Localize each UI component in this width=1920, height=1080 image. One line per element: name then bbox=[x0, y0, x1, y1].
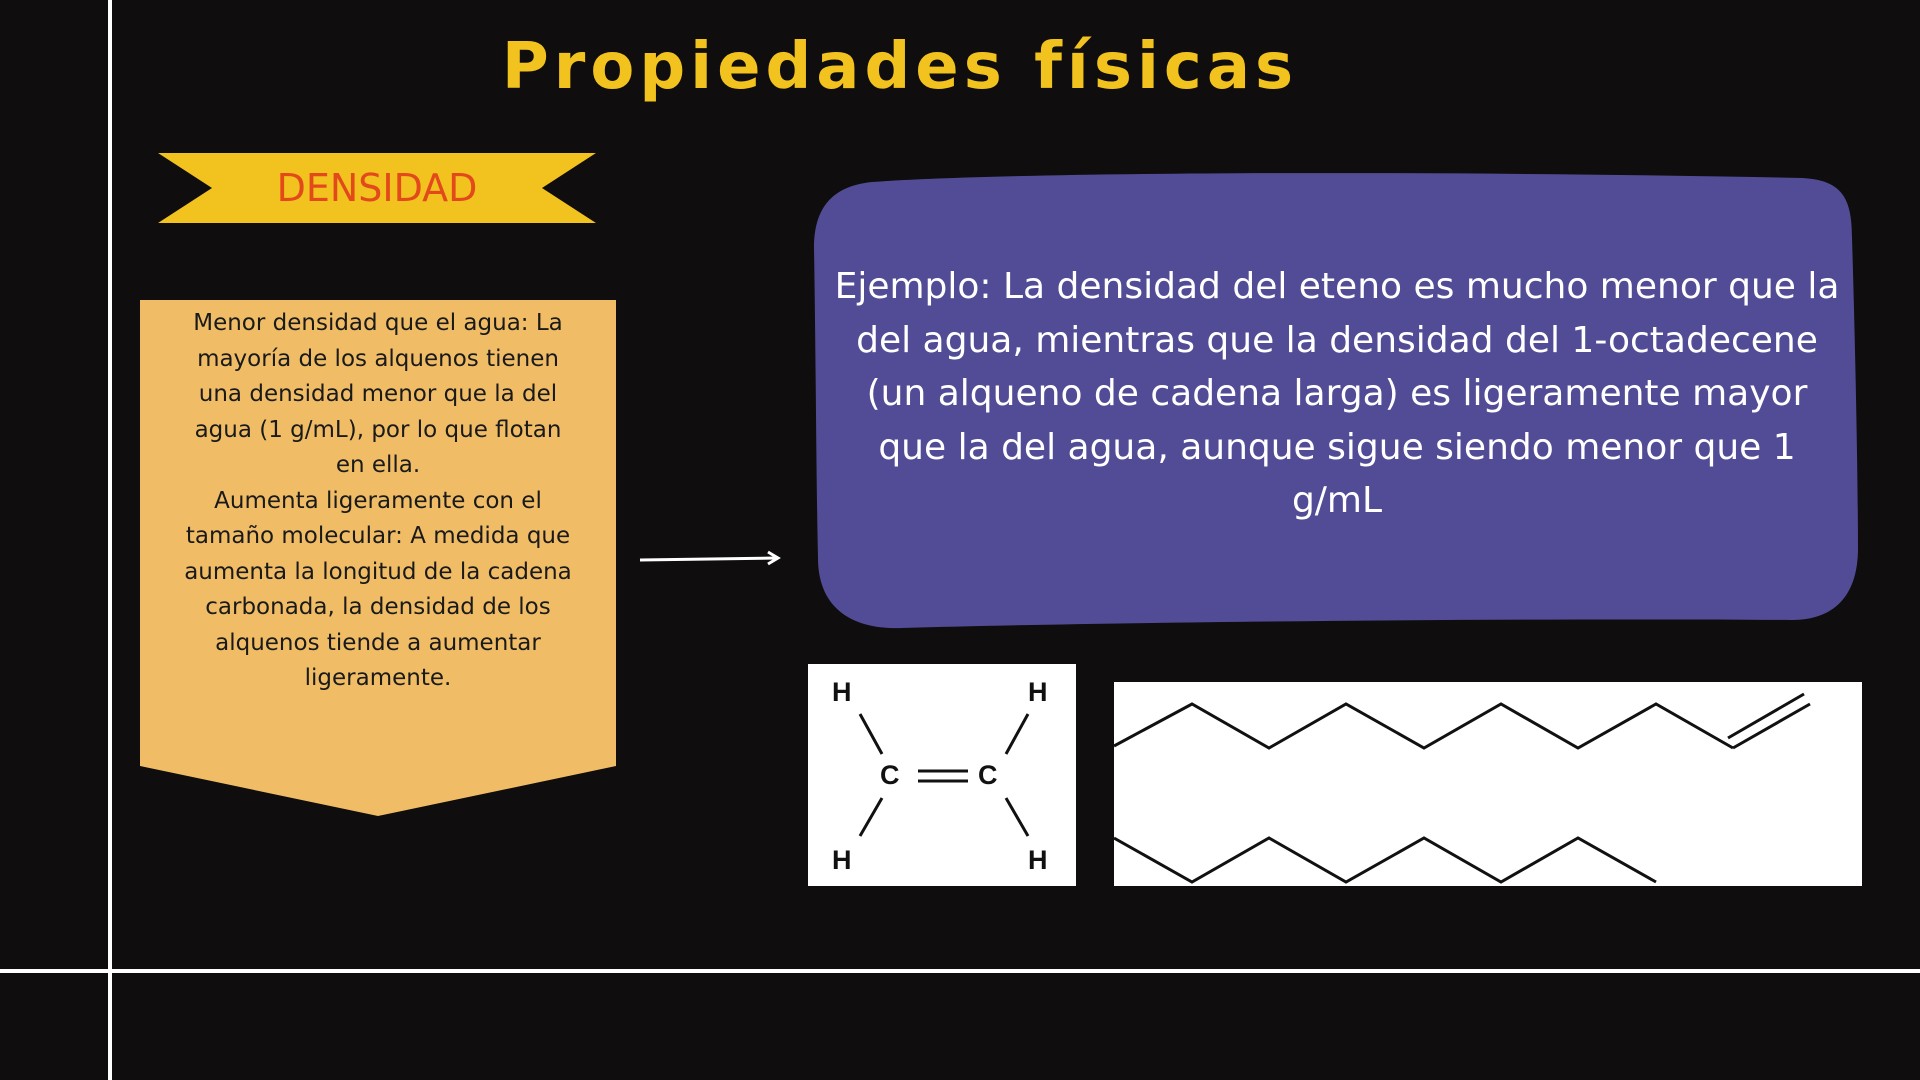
slide-title: Propiedades físicas bbox=[501, 30, 1299, 104]
example-box bbox=[812, 168, 1862, 632]
vertical-divider-line bbox=[108, 0, 112, 1080]
ethene-atom-h-top-right: H bbox=[1028, 677, 1048, 707]
horizontal-divider-line bbox=[0, 969, 1920, 973]
octadecene-chain bbox=[1114, 682, 1862, 886]
ethene-atom-h-top-left: H bbox=[832, 677, 852, 707]
octadecene-skeletal-diagram bbox=[1114, 682, 1862, 886]
example-text: Ejemplo: La densidad del eteno es mucho menor que la del agua, mientras que la densidad del 1-octadecene (un alqueno de cadena larga) es ligeramente mayor que la del agua, aunque sigue siendo menor que 1 g/mL bbox=[834, 266, 1840, 521]
panel-text bbox=[180, 306, 576, 697]
ethene-atom-c-right: C bbox=[978, 760, 998, 790]
ethene-atom-h-bottom-left: H bbox=[832, 845, 852, 875]
density-info-panel bbox=[140, 300, 616, 816]
ethene-structure-diagram bbox=[808, 664, 1076, 886]
arrow-right-icon bbox=[638, 548, 784, 570]
densidad-ribbon bbox=[158, 153, 596, 223]
ethene-atom-h-bottom-right: H bbox=[1028, 845, 1048, 875]
ribbon-label: DENSIDAD bbox=[276, 166, 478, 210]
ethene-atom-c-left: C bbox=[880, 760, 900, 790]
panel-paragraph-1: Menor densidad que el agua: La mayoría de los alquenos tienen una densidad menor que la del agua (1 g/mL), por lo que flotan en ella. bbox=[193, 310, 563, 478]
panel-paragraph-2: Aumenta ligeramente con el tamaño molecular: A medida que aumenta la longitud de la cadena carbonada, la densidad de los alquenos tiende a aumentar ligeramente. bbox=[184, 487, 572, 691]
